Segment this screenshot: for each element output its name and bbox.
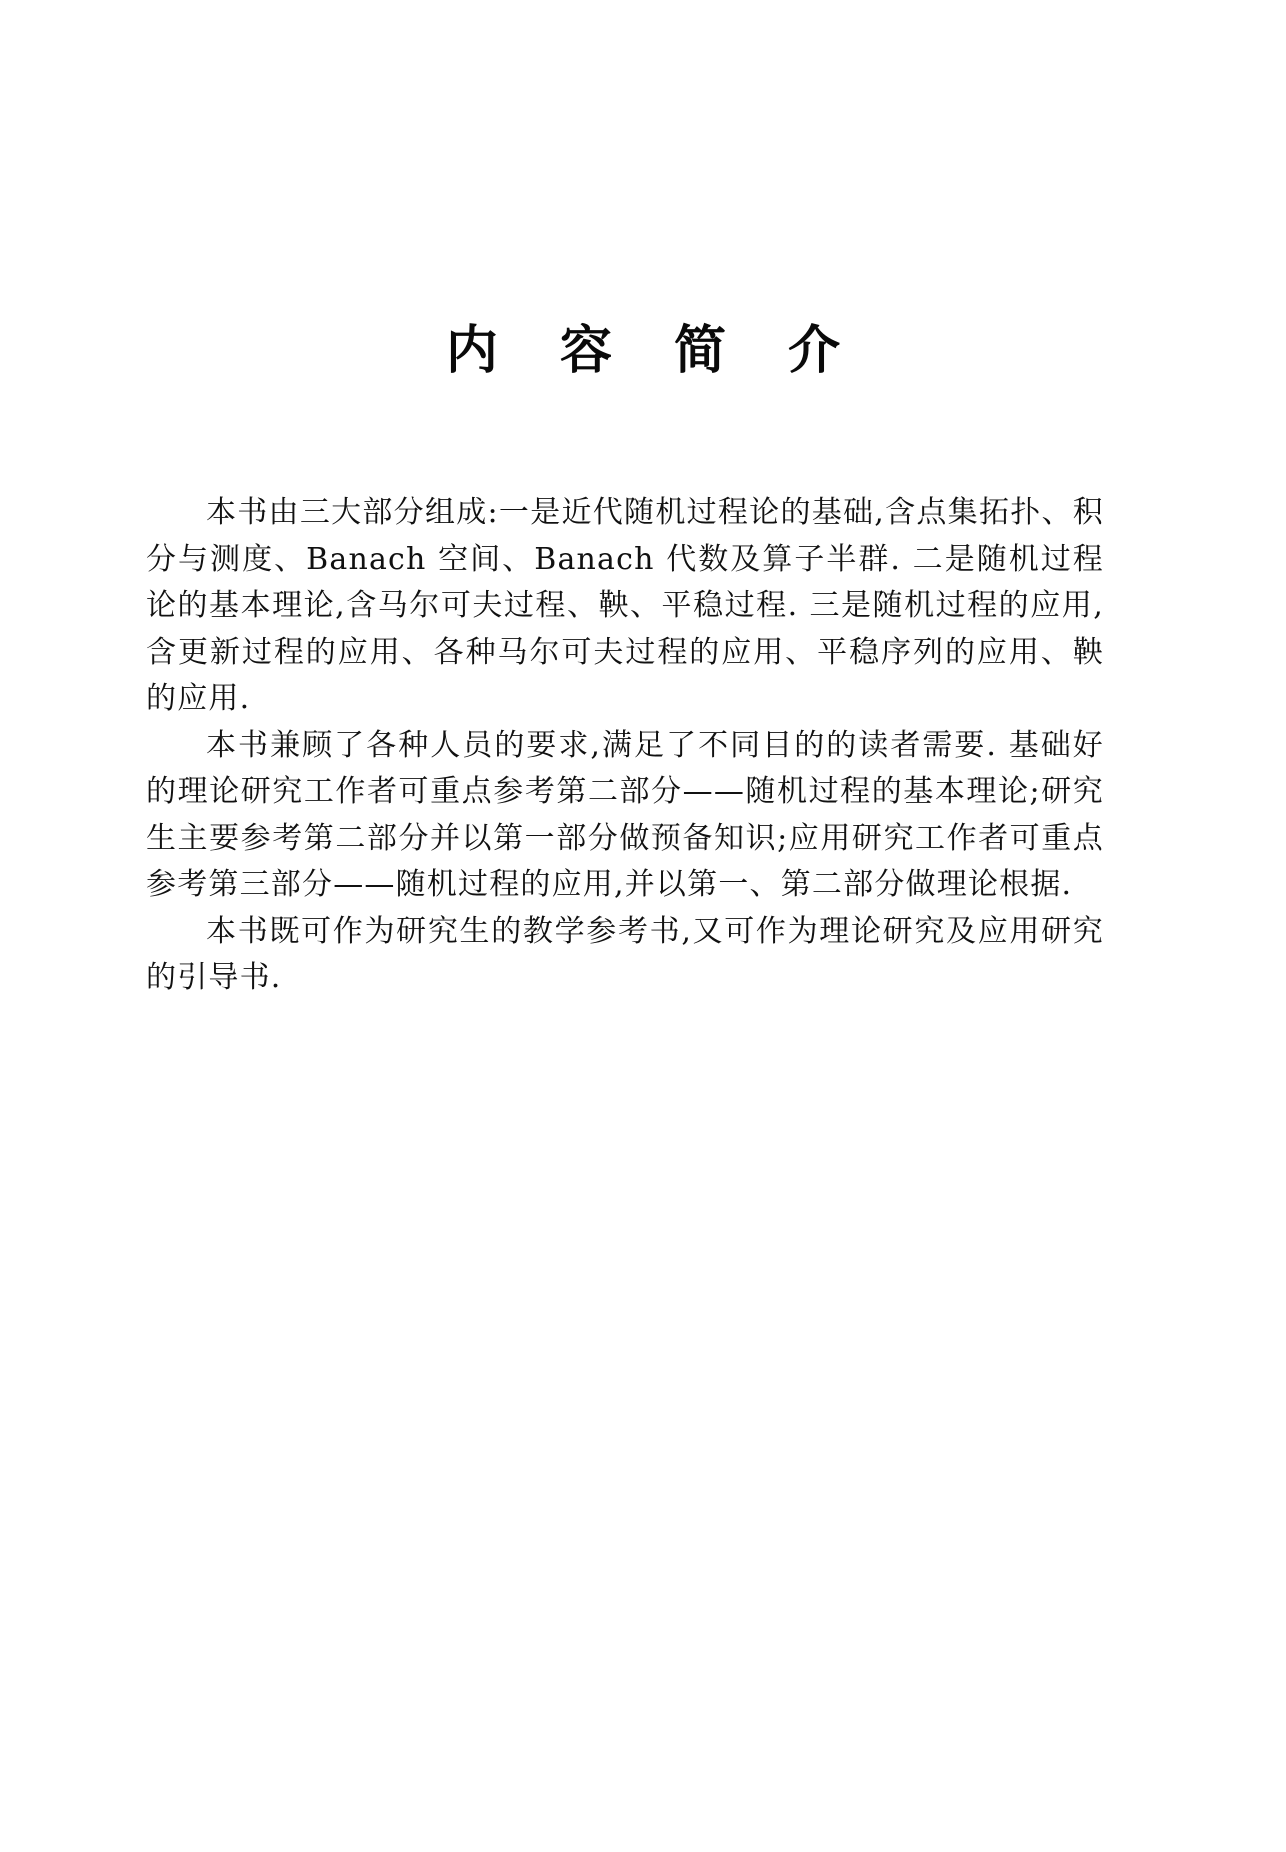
summary-body (146, 490, 1104, 1002)
paragraph-audience: 本书兼顾了各种人员的要求,满足了不同目的的读者需要. 基础好的理论研究工作者可重点参考第二部分——随机过程的基本理论;研究生主要参考第二部分并以第一部分做预备知识;应用研究工作者可重点参考第三部分——随机过程的应用,并以第一、第二部分做理论根据. (146, 727, 1104, 902)
page-title: 内 容 简 介 (445, 321, 863, 381)
paragraph-composition: 本书由三大部分组成:一是近代随机过程论的基础,含点集拓扑、积分与测度、Banach 空间、Banach 代数及算子半群. 二是随机过程论的基本理论,含马尔可夫过程、鞅、平稳过程. 三是随机过程的应用,含更新过程的应用、各种马尔可夫过程的应用、平稳序列的应用、鞅的应用. (146, 495, 1104, 716)
paragraph-usage: 本书既可作为研究生的教学参考书,又可作为理论研究及应用研究的引导书. (146, 913, 1104, 995)
